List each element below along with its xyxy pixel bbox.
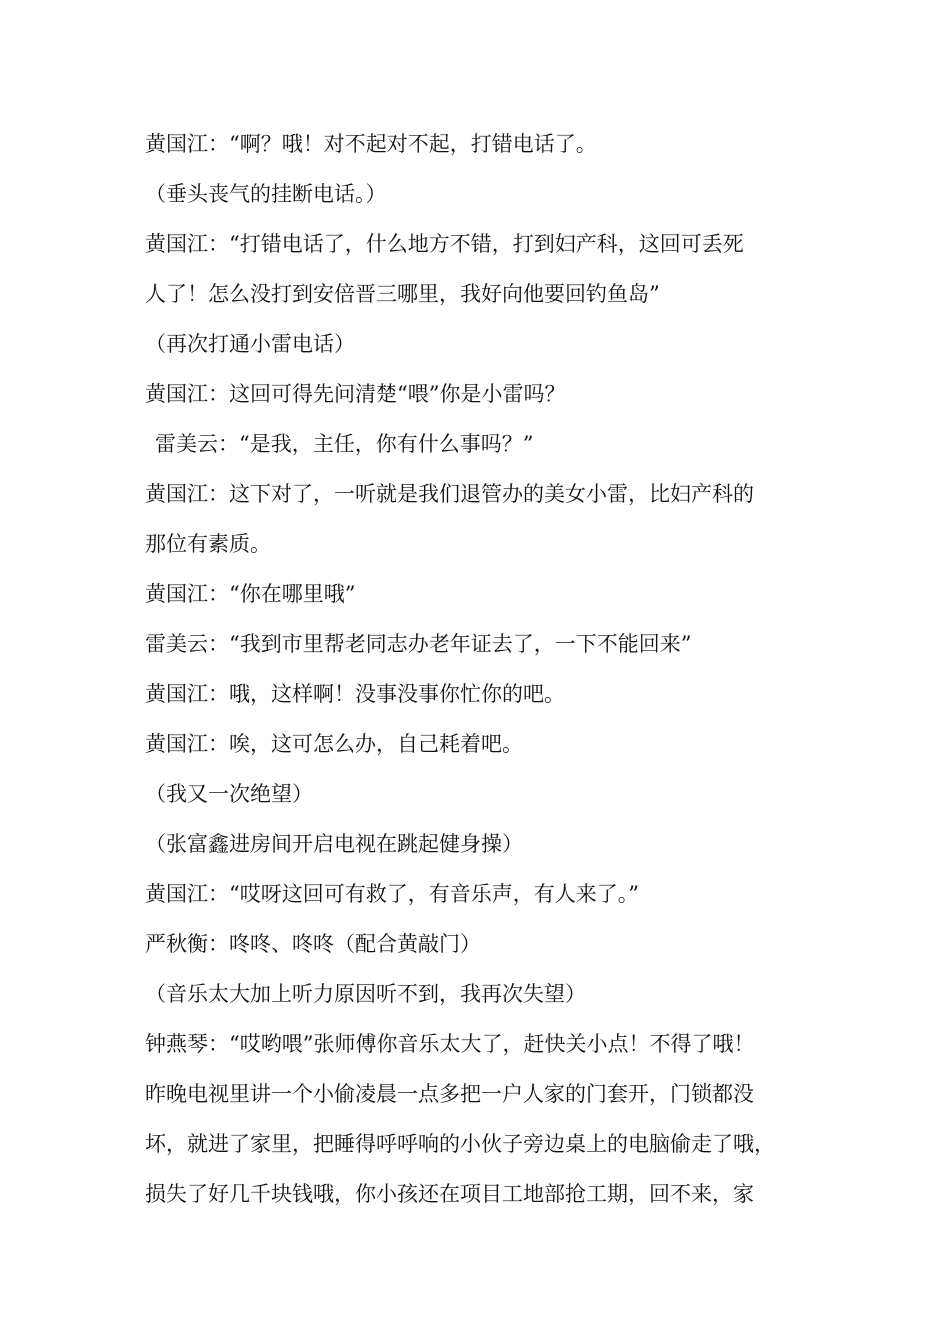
text-line: 黄国江：“啊？哦！对不起对不起，打错电话了。 — [145, 132, 597, 156]
text-line: 黄国江：这下对了，一听就是我们退管办的美女小雷，比妇产科的 — [145, 482, 754, 506]
text-line: 坏，就进了家里，把睡得呼呼响的小伙子旁边桌上的电脑偷走了哦， — [145, 1132, 775, 1156]
text-line: 雷美云：“是我，主任，你有什么事吗？” — [155, 432, 534, 456]
stage-direction: （再次打通小雷电话） — [145, 332, 355, 356]
script-text — [145, 119, 825, 1219]
text-line: 黄国江：“你在哪里哦” — [145, 582, 356, 606]
text-line: 钟燕琴：“哎哟喂”张师傅你音乐太大了，赶快关小点！不得了哦！ — [145, 1032, 755, 1056]
stage-direction: （我又一次绝望） — [145, 782, 313, 806]
text-line: 那位有素质。 — [145, 532, 271, 556]
text-line: 严秋衡：咚咚、咚咚（配合黄敲门） — [145, 932, 481, 956]
stage-direction: （张富鑫进房间开启电视在跳起健身操） — [145, 832, 523, 856]
text-line: 损失了好几千块钱哦，你小孩还在项目工地部抢工期，回不来，家 — [145, 1182, 754, 1206]
text-line: 黄国江：“哎呀这回可有救了，有音乐声，有人来了。” — [145, 882, 639, 906]
stage-direction: （音乐太大加上听力原因听不到，我再次失望） — [145, 982, 586, 1006]
text-line: 黄国江：“打错电话了，什么地方不错，打到妇产科，这回可丢死 — [145, 232, 744, 256]
text-line: 黄国江：这回可得先问清楚“喂”你是小雷吗？ — [145, 382, 566, 406]
text-line: 黄国江：唉，这可怎么办，自己耗着吧。 — [145, 732, 523, 756]
text-line: 雷美云：“我到市里帮老同志办老年证去了，一下不能回来” — [145, 632, 692, 656]
text-line: 昨晚电视里讲一个小偷凌晨一点多把一户人家的门套开，门锁都没 — [145, 1082, 754, 1106]
text-line: 人了！怎么没打到安倍晋三哪里，我好向他要回钓鱼岛” — [145, 282, 660, 306]
stage-direction: （垂头丧气的挂断电话。） — [145, 182, 387, 206]
text-line: 黄国江：哦，这样啊！没事没事你忙你的吧。 — [145, 682, 565, 706]
